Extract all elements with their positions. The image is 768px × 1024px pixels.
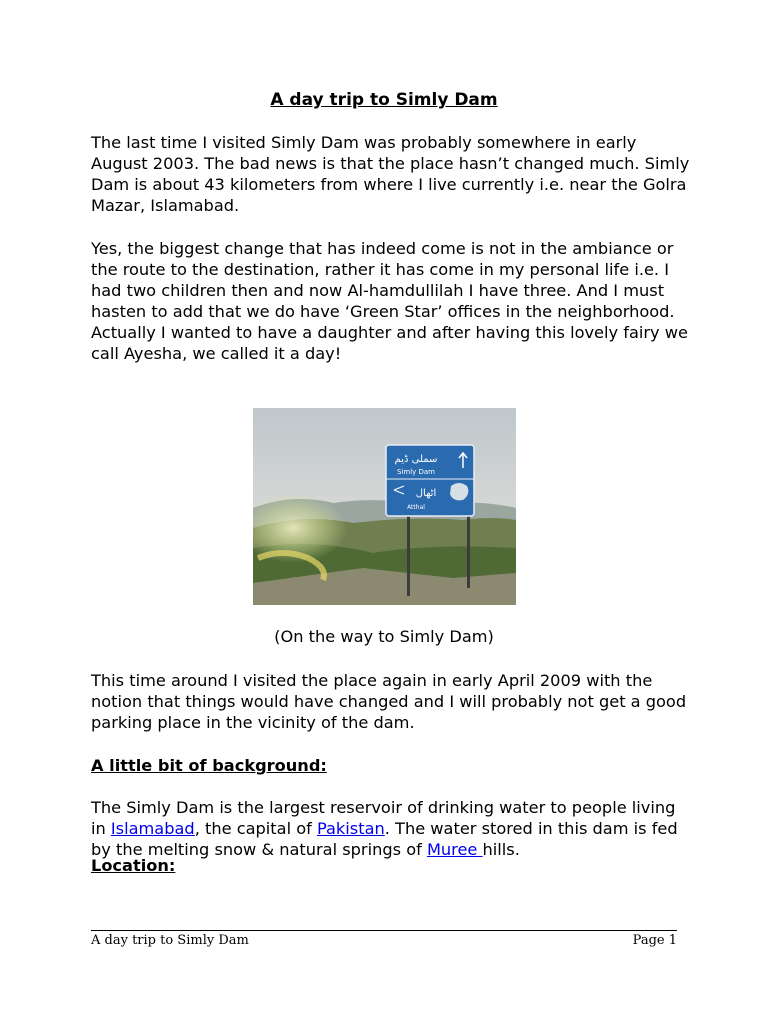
sign-label-bottom: Atthal bbox=[407, 504, 425, 511]
photo-caption: (On the way to Simly Dam) bbox=[274, 627, 494, 646]
text-segment: hills. bbox=[482, 840, 520, 859]
sign-urdu-bottom: اٹھال bbox=[415, 488, 437, 499]
text-segment: . The water stored in this dam is fed by the melting snow & natural springs of bbox=[91, 819, 678, 859]
islamabad-link[interactable]: Islamabad bbox=[110, 819, 195, 838]
text-segment: , the capital of bbox=[194, 819, 317, 838]
footer-divider bbox=[91, 930, 677, 931]
sign-urdu-top: سملی ڈیم bbox=[394, 454, 438, 465]
paragraph-intro: The last time I visited Simly Dam was probably somewhere in early August 2003. The bad news is that the place hasn’t changed much. Simly Dam is about 43 kilometers from where I live currently i.e. near the Golra Mazar, Islamabad. bbox=[91, 133, 690, 215]
text-segment: The Simly Dam is the largest reservoir of drinking water to people living in bbox=[91, 798, 676, 838]
road-sign-photo bbox=[253, 408, 516, 605]
page-number: Page 1 bbox=[632, 933, 677, 948]
pakistan-link[interactable]: Pakistan bbox=[316, 819, 385, 838]
document-title: A day trip to Simly Dam bbox=[270, 90, 498, 110]
sign-label-top: Simly Dam bbox=[396, 468, 436, 476]
paragraph-background bbox=[91, 797, 691, 860]
heading-background: A little bit of background: bbox=[91, 756, 327, 775]
road-sign-photo-illustration bbox=[253, 408, 516, 605]
heading-location: Location: bbox=[91, 856, 176, 875]
paragraph-personal-life: Yes, the biggest change that has indeed come is not in the ambiance or the route to the destination, rather it has come in my personal life i.e. I had two children then and now Al-hamdullilah I have three. And I must hasten to add that we do have ‘Green Star’ offices in the neighborhood. Actually I wanted to have a daughter and after having this lovely fairy we call Ayesha, we called it a day! bbox=[91, 239, 688, 363]
footer-title: A day trip to Simly Dam bbox=[91, 933, 249, 948]
muree-link[interactable]: Muree bbox=[426, 840, 483, 859]
paragraph-recent-visit: This time around I visited the place again in early April 2009 with the notion that things would have changed and I will probably not get a good parking place in the vicinity of the dam. bbox=[91, 671, 687, 732]
